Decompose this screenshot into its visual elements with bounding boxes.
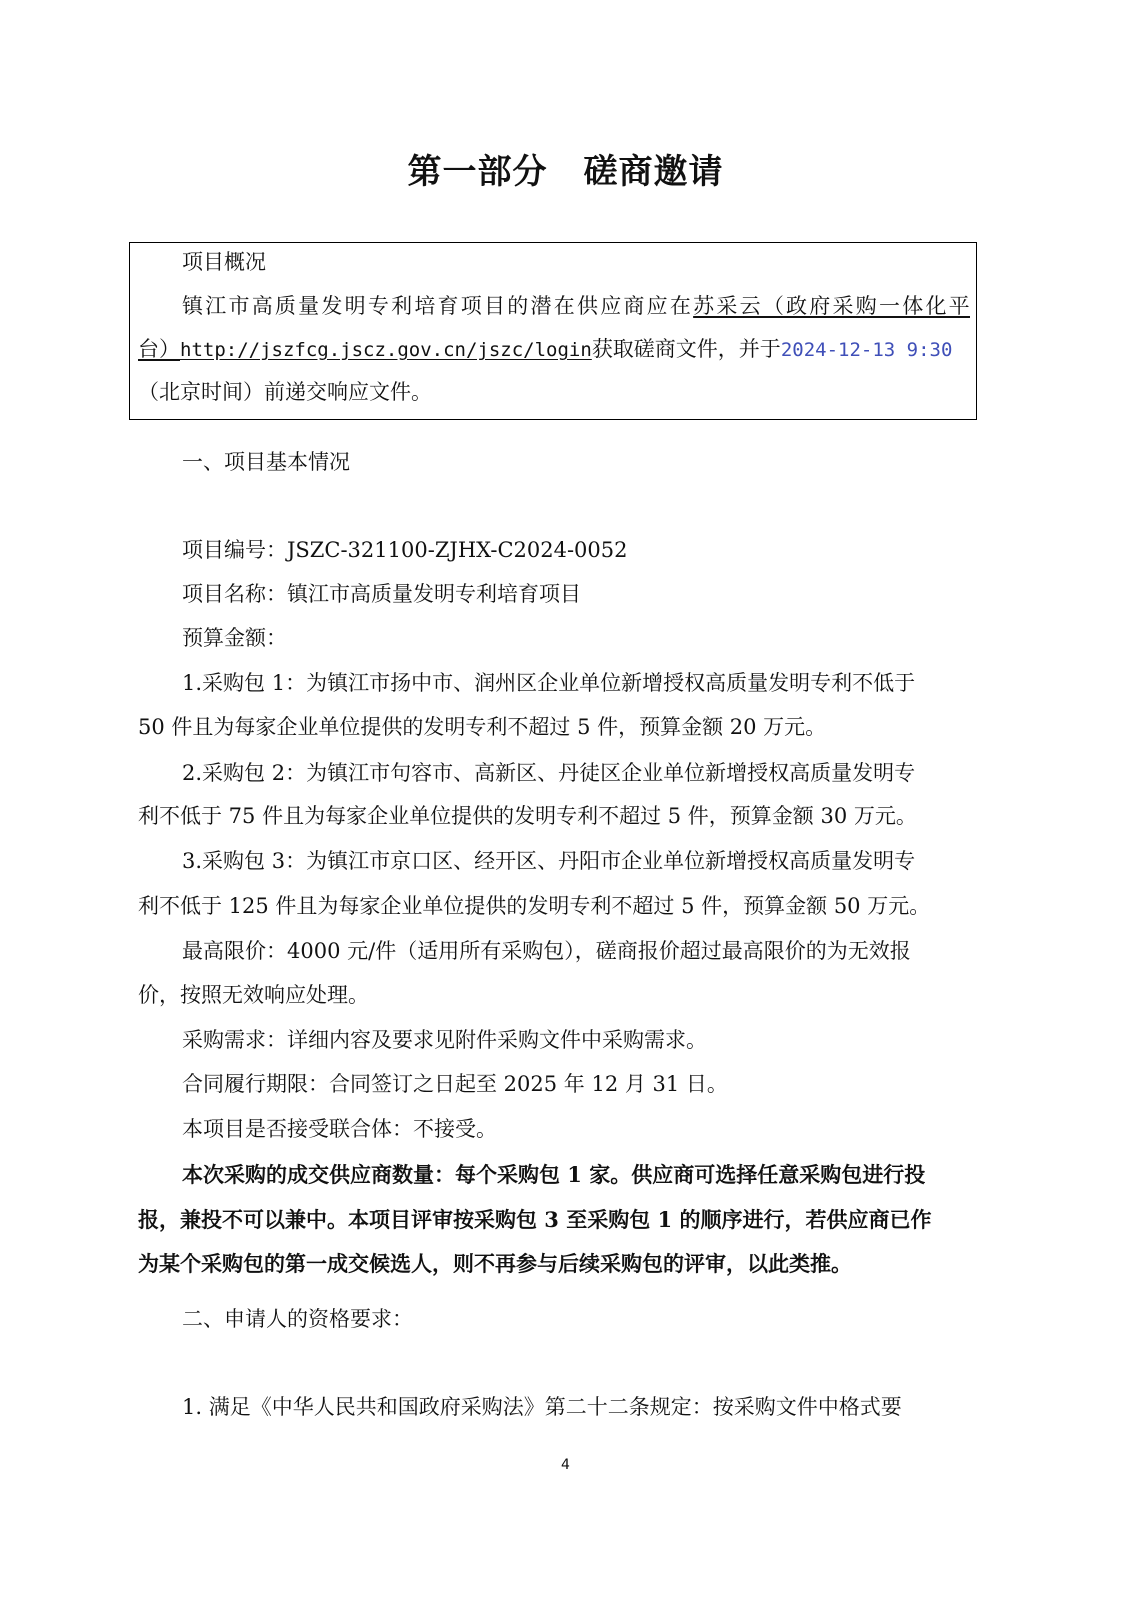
overview-heading: 项目概况 [182,250,266,274]
bold-note-line2: 报，兼投不可以兼中。本项目评审按采购包 3 至采购包 1 的顺序进行，若供应商已作 [138,1207,932,1232]
package3-line2: 利不低于 125 件且为每家企业单位提供的发明专利不超过 5 件，预算金额 50 万元。 [138,894,931,918]
qualification-item-1: 1. 满足《中华人民共和国政府采购法》第二十二条规定：按采购文件中格式要 [182,1395,902,1419]
title-name: 磋商邀请 [583,152,724,192]
package1-line1: 1.采购包 1：为镇江市扬中市、润州区企业单位新增授权高质量发明专利不低于 [182,671,916,695]
page-number: 4 [561,1457,570,1473]
section1-heading: 一、项目基本情况 [182,450,350,474]
budget-label: 预算金额： [182,626,287,650]
package2-line2: 利不低于 75 件且为每家企业单位提供的发明专利不超过 5 件，预算金额 30 万元。 [138,804,917,828]
procurement-demand: 采购需求：详细内容及要求见附件采购文件中采购需求。 [182,1028,707,1052]
title-part: 第一部分 [407,152,548,192]
platform-link[interactable]: 苏采云（政府采购一体化平 [693,294,970,318]
package3-line1: 3.采购包 3：为镇江市京口区、经开区、丹阳市企业单位新增授权高质量发明专 [182,849,916,873]
overview-line-2: 台）http://jszfcg.jscz.gov.cn/jszc/login获取磋商文件，并于2024-12-13 9:30 [138,337,953,361]
consortium-acceptance: 本项目是否接受联合体：不接受。 [182,1117,497,1141]
max-price-line1: 最高限价：4000 元/件（适用所有采购包），磋商报价超过最高限价的为无效报 [182,939,911,963]
package2-line1: 2.采购包 2：为镇江市句容市、高新区、丹徒区企业单位新增授权高质量发明专 [182,761,916,785]
overview-line-3: （北京时间）前递交响应文件。 [138,380,432,404]
platform-url[interactable]: http://jszfcg.jscz.gov.cn/jszc/login [180,339,592,361]
package1-line2: 50 件且为每家企业单位提供的发明专利不超过 5 件，预算金额 20 万元。 [138,715,827,739]
section2-heading: 二、申请人的资格要求： [182,1307,413,1331]
project-number: 项目编号：JSZC-321100-ZJHX-C2024-0052 [182,538,628,562]
bold-note-line3: 为某个采购包的第一成交候选人，则不再参与后续采购包的评审，以此类推。 [138,1251,852,1276]
page-title [0,144,1131,193]
bold-note-line1: 本次采购的成交供应商数量：每个采购包 1 家。供应商可选择任意采购包进行投 [182,1162,926,1187]
max-price-line2: 价，按照无效响应处理。 [138,983,369,1007]
deadline-date: 2024-12-13 9:30 [780,339,953,361]
project-name: 项目名称：镇江市高质量发明专利培育项目 [182,582,581,606]
platform-link-cont[interactable]: 台） [138,337,180,361]
overview-line-1: 镇江市高质量发明专利培育项目的潜在供应商应在苏采云（政府采购一体化平 [182,294,970,318]
contract-period: 合同履行期限：合同签订之日起至 2025 年 12 月 31 日。 [182,1072,728,1096]
